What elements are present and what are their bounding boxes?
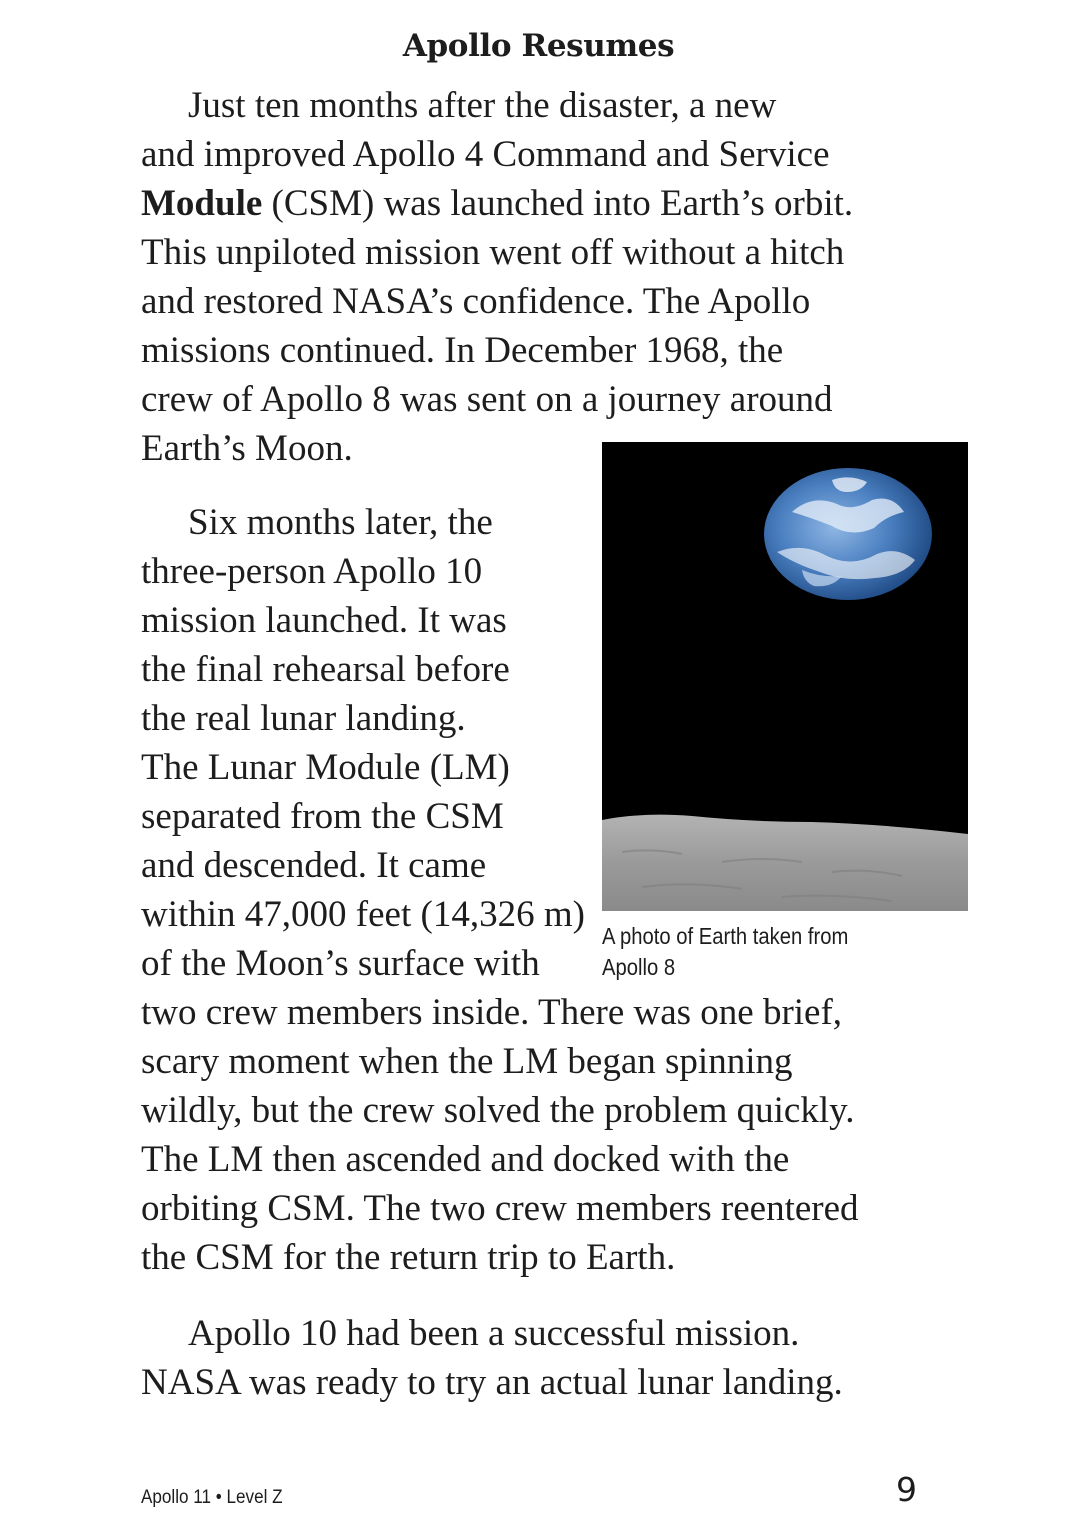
- text-line: the final rehearsal before: [141, 649, 510, 690]
- text-line: of the Moon’s surface with: [141, 943, 540, 984]
- text-line: This unpiloted mission went off without a hitch: [141, 232, 845, 273]
- page-number: 9: [896, 1470, 917, 1509]
- text-line: The LM then ascended and docked with the: [141, 1139, 790, 1180]
- text-line: two crew members inside. There was one brief,: [141, 992, 843, 1033]
- text-line: scary moment when the LM began spinning: [141, 1041, 793, 1082]
- earthrise-photo: [602, 442, 968, 911]
- bold-term-module: Module: [141, 183, 263, 224]
- text-line: and restored NASA’s confidence. The Apollo: [141, 281, 811, 322]
- footer-book-label: Apollo 11 • Level Z: [141, 1487, 283, 1508]
- text-line: mission launched. It was: [141, 600, 507, 641]
- text-line: and descended. It came: [141, 845, 487, 886]
- page-title: Apollo Resumes: [402, 28, 675, 64]
- text-line: The Lunar Module (LM): [141, 747, 510, 788]
- text-line: wildly, but the crew solved the problem quickly.: [141, 1090, 855, 1131]
- text-line: crew of Apollo 8 was sent on a journey around: [141, 379, 833, 420]
- text-line: NASA was ready to try an actual lunar landing.: [141, 1362, 843, 1403]
- text-run: (CSM) was launched into Earth’s orbit.: [262, 183, 854, 224]
- text-line: the real lunar landing.: [141, 698, 466, 739]
- text-line: Apollo 10 had been a successful mission.: [188, 1313, 800, 1354]
- text-line: Just ten months after the disaster, a new: [188, 85, 777, 126]
- text-line: [141, 182, 853, 226]
- text-line: the CSM for the return trip to Earth.: [141, 1237, 676, 1278]
- text-line: orbiting CSM. The two crew members reentered: [141, 1188, 859, 1229]
- text-line: Earth’s Moon.: [141, 428, 353, 469]
- caption-line: A photo of Earth taken from: [602, 923, 849, 949]
- text-line: Six months later, the: [188, 502, 493, 543]
- photo-caption: [602, 921, 892, 983]
- text-line: within 47,000 feet (14,326 m): [141, 894, 585, 935]
- text-line: and improved Apollo 4 Command and Service: [141, 134, 830, 175]
- text-line: missions continued. In December 1968, the: [141, 330, 784, 371]
- caption-line: Apollo 8: [602, 954, 676, 980]
- text-line: separated from the CSM: [141, 796, 504, 837]
- text-line: three-person Apollo 10: [141, 551, 483, 592]
